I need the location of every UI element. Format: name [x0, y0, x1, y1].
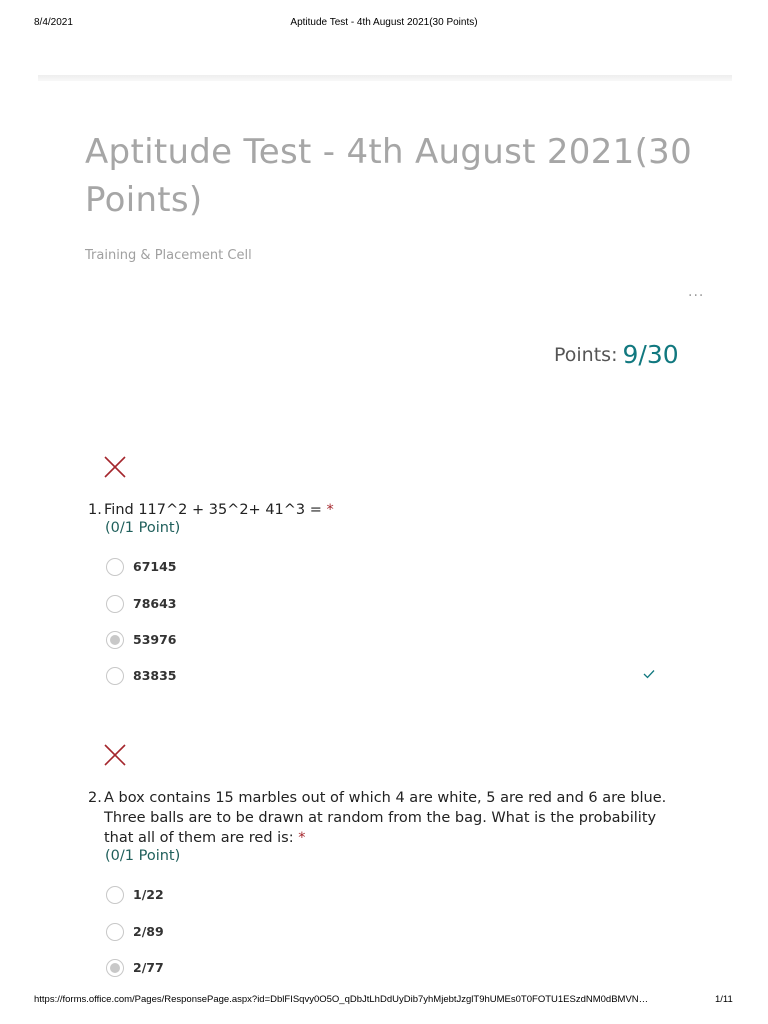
question-text: [88, 788, 688, 848]
question-body-line-3: that all of them are red is:: [104, 830, 294, 846]
more-options-icon: ...: [688, 284, 705, 300]
required-mark: *: [326, 502, 334, 518]
checkmark-icon: [642, 667, 656, 681]
print-header: [0, 17, 768, 31]
form-subtitle: Training & Placement Cell: [85, 248, 252, 263]
radio-button[interactable]: [106, 595, 124, 613]
points-label: Points:: [554, 344, 618, 366]
form-title: Aptitude Test - 4th August 2021(30 Points): [85, 132, 693, 220]
question-text: [88, 500, 334, 520]
question-number: 2.: [88, 790, 102, 806]
question-body-line-1: A box contains 15 marbles out of which 4 are white, 5 are red and 6 are blue.: [104, 790, 667, 806]
option-53976[interactable]: [106, 630, 666, 650]
option-67145[interactable]: [106, 557, 666, 577]
question-number: 1.: [88, 502, 102, 518]
question-points: (0/1 Point): [105, 520, 181, 536]
option-2-77[interactable]: [106, 958, 666, 978]
total-points: [554, 340, 679, 369]
option-label: 83835: [133, 668, 177, 683]
radio-button[interactable]: [106, 923, 124, 941]
option-label: 67145: [133, 559, 177, 574]
page-url: https://forms.office.com/Pages/ResponsePage.aspx?id=DblFISqvy0O5O_qDbJtLhDdUyDib7yhMjebtJzglT9hUMEs0T0FOTU1ESzdNM0dBMVN…: [34, 994, 649, 1005]
print-date: 8/4/2021: [34, 17, 73, 28]
option-label: 2/77: [133, 960, 164, 975]
option-label: 1/22: [133, 887, 164, 902]
option-2-89[interactable]: [106, 922, 666, 942]
question-body-line-2: Three balls are to be drawn at random from the bag. What is the probability: [104, 810, 657, 826]
points-value: 9/30: [622, 340, 679, 369]
radio-button-selected[interactable]: [106, 631, 124, 649]
x-icon: [104, 744, 126, 766]
radio-button[interactable]: [106, 667, 124, 685]
radio-button[interactable]: [106, 558, 124, 576]
more-options-button[interactable]: [688, 284, 704, 300]
x-icon: [104, 456, 126, 478]
radio-button[interactable]: [106, 886, 124, 904]
option-label: 78643: [133, 596, 177, 611]
required-mark: *: [298, 830, 306, 846]
question-points: (0/1 Point): [105, 848, 181, 864]
option-label: 2/89: [133, 924, 164, 939]
print-title: Aptitude Test - 4th August 2021(30 Points): [290, 17, 478, 28]
header-divider: [38, 75, 732, 81]
radio-button-selected[interactable]: [106, 959, 124, 977]
question-body: Find 117^2 + 35^2+ 41^3 =: [104, 502, 322, 518]
option-78643[interactable]: [106, 594, 666, 614]
option-83835[interactable]: [106, 666, 666, 686]
option-1-22[interactable]: [106, 885, 666, 905]
page-number: 1/11: [715, 994, 733, 1005]
option-label: 53976: [133, 632, 177, 647]
